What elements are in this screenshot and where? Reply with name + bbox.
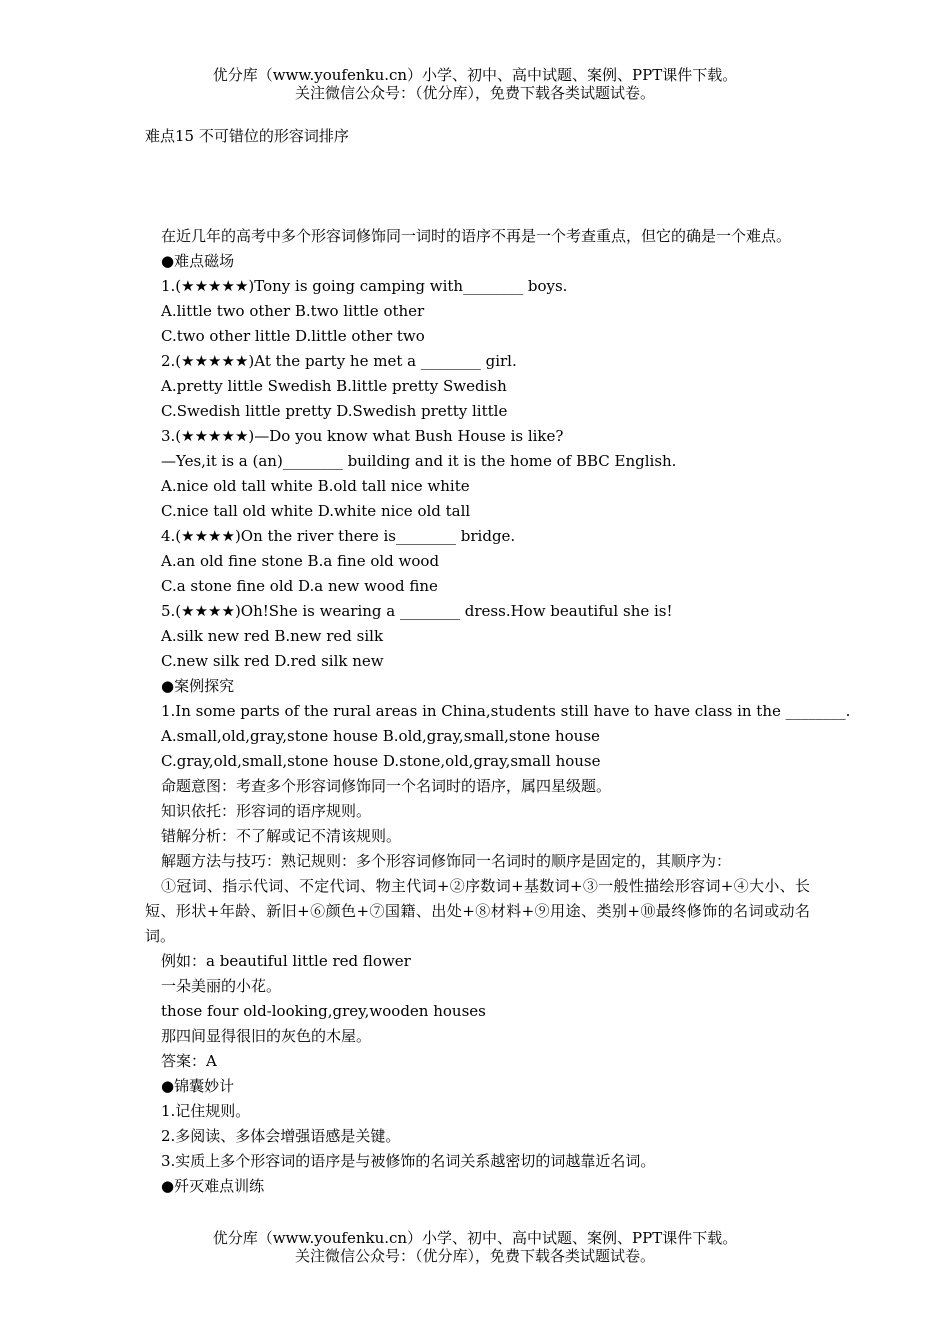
case-basis: 知识依托：形容词的语序规则。 (161, 802, 372, 820)
question-5-options-cd: C.new silk red D.red silk new (161, 652, 384, 670)
question-4-options-cd: C.a stone fine old D.a new wood fine (161, 577, 438, 595)
example-1-translation: 一朵美丽的小花。 (161, 977, 282, 995)
tip-1: 1.记住规则。 (161, 1102, 251, 1120)
document-body (145, 224, 851, 1199)
question-5-stem: 5.(★★★★)Oh!She is wearing a ________ dress.How beautiful she is! (161, 602, 673, 620)
intro-paragraph: 在近几年的高考中多个形容词修饰同一词时的语序不再是一个考查重点，但它的确是一个难点。 (161, 227, 792, 245)
question-3-options-cd: C.nice tall old white D.white nice old tall (161, 502, 471, 520)
question-3-options-ab: A.nice old tall white B.old tall nice white (161, 477, 470, 495)
example-1: 例如：a beautiful little red flower (161, 952, 411, 970)
header-line-2: 关注微信公众号：（优分库），免费下载各类试题试卷。 (294, 84, 655, 102)
question-5-options-ab: A.silk new red B.new red silk (161, 627, 384, 645)
footer-line-2: 关注微信公众号：（优分库），免费下载各类试题试卷。 (294, 1247, 655, 1265)
question-1-options-ab: A.little two other B.two little other (161, 302, 425, 320)
section-heading-training: ●歼灭难点训练 (161, 1177, 265, 1195)
question-4-stem: 4.(★★★★)On the river there is________ bridge. (161, 527, 516, 545)
case-method: 解题方法与技巧：熟记规则：多个形容词修饰同一名词时的顺序是固定的，其顺序为： (161, 852, 732, 870)
case-answer: 答案：A (161, 1052, 217, 1070)
section-heading-case-study: ●案例探究 (161, 677, 235, 695)
tip-2: 2.多阅读、多体会增强语感是关键。 (161, 1127, 401, 1145)
case-error-analysis: 错解分析：不了解或记不清该规则。 (161, 827, 402, 845)
question-1-options-cd: C.two other little D.little other two (161, 327, 425, 345)
question-2-stem: 2.(★★★★★)At the party he met a ________ girl. (161, 352, 517, 370)
case-intent: 命题意图：考查多个形容词修饰同一个名词时的语序，属四星级题。 (161, 777, 612, 795)
case-question-stem: 1.In some parts of the rural areas in China,students still have to have class in the ________. (161, 702, 851, 720)
page-header (0, 66, 950, 102)
case-order-rule: ①冠词、指示代词、不定代词、物主代词+②序数词+基数词+③一般性描绘形容词+④大小、长短、形状+年龄、新旧+⑥颜色+⑦国籍、出处+⑧材料+⑨用途、类别+⑩最终修饰的名词或动名词。 (145, 877, 810, 945)
question-2-options-cd: C.Swedish little pretty D.Swedish pretty little (161, 402, 508, 420)
footer-line-1: 优分库（www.youfenku.cn）小学、初中、高中试题、案例、PPT课件下载。 (212, 1229, 738, 1247)
section-heading-tips: ●锦囊妙计 (161, 1077, 235, 1095)
question-3-stem: 3.(★★★★★)—Do you know what Bush House is like? (161, 427, 564, 445)
question-1-stem: 1.(★★★★★)Tony is going camping with________ boys. (161, 277, 568, 295)
example-2: those four old-looking,grey,wooden houses (161, 1002, 486, 1020)
tip-3: 3.实质上多个形容词的语序是与被修饰的名词关系越密切的词越靠近名词。 (161, 1152, 656, 1170)
example-2-translation: 那四间显得很旧的灰色的木屋。 (161, 1027, 372, 1045)
question-2-options-ab: A.pretty little Swedish B.little pretty Swedish (161, 377, 507, 395)
case-question-options-ab: A.small,old,gray,stone house B.old,gray,small,stone house (161, 727, 600, 745)
page-title: 难点15 不可错位的形容词排序 (145, 127, 349, 145)
question-4-options-ab: A.an old fine stone B.a fine old wood (161, 552, 440, 570)
case-question-options-cd: C.gray,old,small,stone house D.stone,old,gray,small house (161, 752, 601, 770)
question-3-stem-reply: —Yes,it is a (an)________ building and it is the home of BBC English. (161, 452, 677, 470)
page-footer (0, 1229, 950, 1265)
header-line-1: 优分库（www.youfenku.cn）小学、初中、高中试题、案例、PPT课件下载。 (212, 66, 738, 84)
section-heading-difficulty: ●难点磁场 (161, 252, 235, 270)
